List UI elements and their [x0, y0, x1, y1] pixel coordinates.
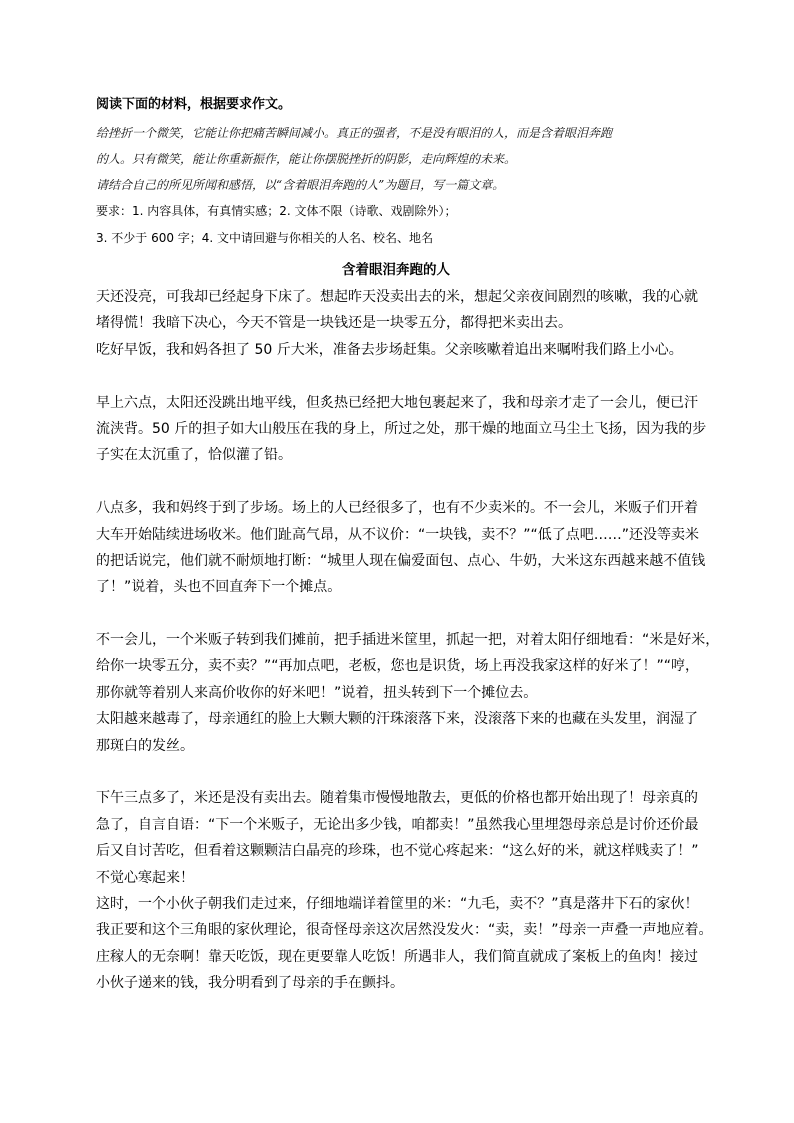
paragraph-gap [96, 601, 708, 627]
essay-line: 下午三点多了，米还是没有卖出去。随着集市慢慢地散去，更低的价格也都开始出现了！母亲真的 [96, 790, 698, 807]
paragraph-gap [96, 469, 708, 495]
material-line: 的人。只有微笑，能让你重新振作，能让你摆脱挫折的阴影，走向辉煌的未来。 [96, 152, 517, 166]
essay-line: 了！”说着，头也不回直奔下一个摊点。 [96, 579, 342, 596]
writing-prompt [96, 96, 708, 252]
essay-line: 这时，一个小伙子朝我们走过来，仔细地端详着筐里的米：“九毛，卖不？”真是落井下石的家伙！ [96, 895, 699, 912]
essay-line: 早上六点，太阳还没跳出地平线，但炙热已经把大地包裹起来了，我和母亲才走了一会儿，便已汗 [96, 394, 698, 411]
essay-line: 给你一块零五分，卖不卖？”“再加点吧，老板，您也是识货，场上再没我家这样的好米了！”“哼， [96, 658, 700, 675]
essay-line: 天还没亮，可我却已经起身下床了。想起昨天没卖出去的米，想起父亲夜间剧烈的咳嗽，我的心就 [96, 289, 698, 305]
essay-title: 含着眼泪奔跑的人 [342, 262, 450, 278]
essay-line: 我正要和这个三角眼的家伙理论，很奇怪母亲这次居然没发火：“卖，卖！”母亲一声叠一声地应着。 [96, 922, 713, 939]
essay-line: 庄稼人的无奈啊！靠天吃饭，现在更要靠人吃饭！所遇非人，我们简直就成了案板上的鱼肉！接过 [96, 948, 698, 965]
essay-line: 的把话说完，他们就不耐烦地打断：“城里人现在偏爱面包、点心、牛奶，大米这东西越来越不值钱 [96, 552, 706, 569]
material-line: 给挫折一个微笑，它能让你把痛苦瞬间减小。真正的强者，不是没有眼泪的人，而是含着眼泪奔跑 [96, 126, 613, 140]
essay-line: 急了，自言自语：“下一个米贩子，无论出多少钱，咱都卖！”虽然我心里埋怨母亲总是讨价还价最 [96, 816, 699, 833]
essay-line: 不一会儿，一个米贩子转到我们摊前，把手插进米筐里，抓起一把，对着太阳仔细地看：“米是好米， [96, 632, 720, 649]
essay-line: 太阳越来越毒了，母亲通红的脸上大颗大颗的汗珠滚落下来，没滚落下来的也藏在头发里，润湿了 [96, 711, 698, 728]
prompt-heading: 阅读下面的材料，根据要求作文。 [96, 97, 292, 112]
essay-line: 小伙子递来的钱，我分明看到了母亲的手在颤抖。 [96, 975, 404, 992]
essay-line: 不觉心寒起来！ [96, 869, 194, 886]
paragraph-gap [96, 363, 708, 389]
essay-line: 大车开始陆续进场收米。他们趾高气昂，从不议价：“一块钱，卖不？”“低了点吧……”还没等卖米 [96, 526, 700, 543]
essay-line: 那斑白的发丝。 [96, 737, 194, 754]
essay-line: 后又自讨苦吃，但看着这颗颗洁白晶亮的珍珠，也不觉心疼起来：“这么好的米，就这样贱卖了！” [96, 843, 699, 860]
essay-line: 堵得慌！我暗下决心，今天不管是一块钱还是一块零五分，都得把米卖出去。 [96, 315, 572, 332]
essay-line: 八点多，我和妈终于到了步场。场上的人已经很多了，也有不少卖米的。不一会儿，米贩子们开着 [96, 500, 698, 517]
requirement-line: 要求：1. 内容具体，有真情实感；2. 文体不限（诗歌、戏剧除外）； [96, 204, 457, 218]
requirement-line: 3. 不少于 600 字；4. 文中请回避与你相关的人名、校名、地名 [96, 231, 434, 245]
essay-line: 流浃背。50 斤的担子如大山般压在我的身上，所过之处，那干燥的地面立马尘土飞扬，因为我的步 [96, 420, 707, 437]
essay-line: 吃好早饭，我和妈各担了 50 斤大米，准备去步场赶集。父亲咳嗽着追出来嘱咐我们路上小心。 [96, 341, 683, 358]
paragraph-gap [96, 759, 708, 785]
essay-line: 那你就等着别人来高价收你的好米吧！”说着，扭头转到下一个摊位去。 [96, 684, 538, 701]
essay-line: 子实在太沉重了，恰似灌了铅。 [96, 447, 292, 464]
essay-body [96, 284, 720, 997]
material-line: 请结合自己的所见所闻和感悟，以“含着眼泪奔跑的人”为题目，写一篇文章。 [96, 178, 505, 192]
